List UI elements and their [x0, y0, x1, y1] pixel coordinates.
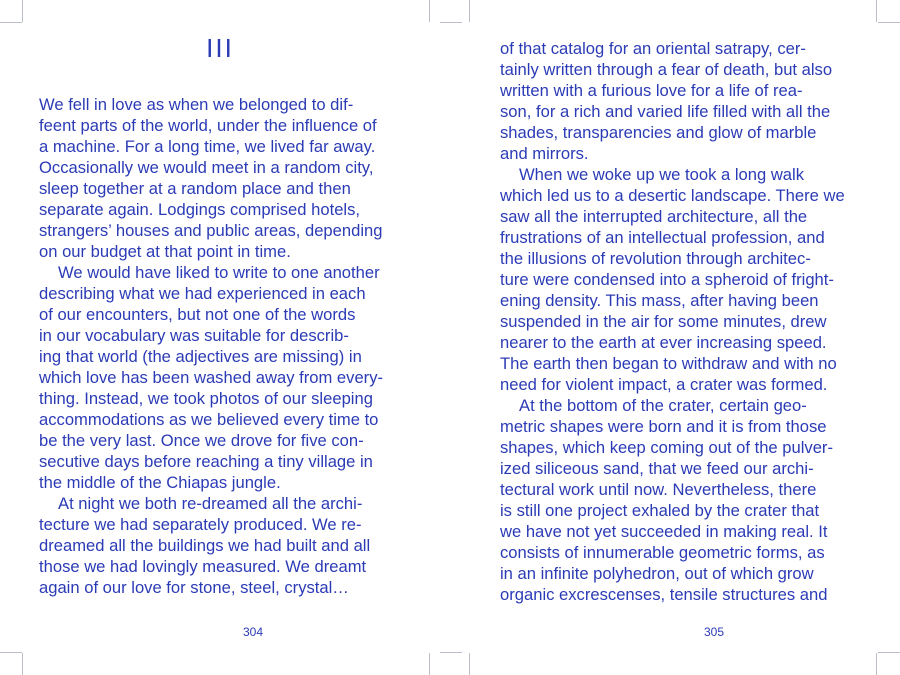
- crop-mark: [429, 0, 430, 22]
- text-line: metric shapes were born and it is from those: [500, 417, 827, 436]
- chapter-number: III: [206, 33, 234, 63]
- page-number: 305: [703, 625, 725, 639]
- text-line: We fell in love as when we belonged to dif-: [39, 95, 354, 114]
- text-line: in our vocabulary was suitable for describ-: [39, 326, 349, 345]
- page-number: 304: [242, 625, 264, 639]
- crop-mark: [878, 652, 900, 653]
- text-line: of our encounters, but not one of the words: [39, 305, 356, 324]
- text-line: of that catalog for an oriental satrapy, cer-: [500, 39, 806, 58]
- text-line: need for violent impact, a crater was formed.: [500, 375, 828, 394]
- text-line: saw all the interrupted architecture, all the: [500, 207, 808, 226]
- text-line: in an infinite polyhedron, out of which grow: [500, 564, 814, 583]
- text-line: we have not yet succeeded in making real. It: [500, 522, 828, 541]
- right-page: [450, 0, 900, 675]
- text-line: on our budget at that point in time.: [39, 242, 291, 261]
- text-line: again of our love for stone, steel, crystal…: [39, 578, 349, 597]
- text-line: tecture we had separately produced. We re-: [39, 515, 362, 534]
- text-line: those we had lovingly measured. We dreamt: [39, 557, 367, 576]
- text-line: secutive days before reaching a tiny village in: [39, 452, 373, 471]
- crop-mark: [876, 653, 877, 675]
- text-line: nearer to the earth at ever increasing speed.: [500, 333, 827, 352]
- crop-mark: [440, 652, 462, 653]
- text-line: Occasionally we would meet in a random city,: [39, 158, 374, 177]
- text-line: a machine. For a long time, we lived far away.: [39, 137, 376, 156]
- text-line: the middle of the Chiapas jungle.: [39, 473, 281, 492]
- text-line: shades, transparencies and glow of marble: [500, 123, 817, 142]
- text-line: We would have liked to write to one another: [58, 263, 380, 282]
- text-line: son, for a rich and varied life filled with all the: [500, 102, 831, 121]
- text-line: describing what we had experienced in each: [39, 284, 366, 303]
- crop-mark: [878, 22, 900, 23]
- text-line: ening density. This mass, after having been: [500, 291, 819, 310]
- crop-mark: [0, 652, 22, 653]
- text-line: thing. Instead, we took photos of our sleeping: [39, 389, 373, 408]
- text-line: is still one project exhaled by the crater that: [500, 501, 820, 520]
- crop-mark: [469, 653, 470, 675]
- crop-mark: [0, 22, 22, 23]
- text-line: At the bottom of the crater, certain geo-: [519, 396, 807, 415]
- text-line: ized siliceous sand, that we feed our archi-: [500, 459, 814, 478]
- text-line: which led us to a desertic landscape. There we: [500, 186, 845, 205]
- text-line: frustrations of an intellectual profession, and: [500, 228, 825, 247]
- text-line: be the very last. Once we drove for five con-: [39, 431, 364, 450]
- text-line: and mirrors.: [500, 144, 589, 163]
- text-line: separate again. Lodgings comprised hotels,: [39, 200, 361, 219]
- text-line: dreamed all the buildings we had built and all: [39, 536, 371, 555]
- text-line: organic excrescenses, tensile structures and: [500, 585, 828, 604]
- text-line: At night we both re-dreamed all the archi-: [58, 494, 363, 513]
- text-line: shapes, which keep coming out of the pulver-: [500, 438, 833, 457]
- crop-mark: [469, 0, 470, 22]
- text-line: written with a furious love for a life of rea-: [500, 81, 803, 100]
- crop-mark: [440, 22, 462, 23]
- text-line: accommodations as we believed every time to: [39, 410, 379, 429]
- text-line: ing that world (the adjectives are missing) in: [39, 347, 362, 366]
- text-line: tectural work until now. Nevertheless, there: [500, 480, 817, 499]
- text-line: When we woke up we took a long walk: [519, 165, 805, 184]
- text-line: The earth then began to withdraw and with no: [500, 354, 837, 373]
- text-line: the illusions of revolution through architec-: [500, 249, 811, 268]
- crop-mark: [429, 653, 430, 675]
- text-line: which love has been washed away from every-: [39, 368, 384, 387]
- text-line: feent parts of the world, under the influence of: [39, 116, 377, 135]
- crop-mark: [876, 0, 877, 22]
- crop-mark: [22, 653, 23, 675]
- text-line: tainly written through a fear of death, but also: [500, 60, 833, 79]
- text-line: strangers’ houses and public areas, depending: [39, 221, 383, 240]
- crop-mark: [22, 0, 23, 22]
- text-line: suspended in the air for some minutes, drew: [500, 312, 827, 331]
- text-line: sleep together at a random place and then: [39, 179, 351, 198]
- text-line: ture were condensed into a spheroid of fright-: [500, 270, 834, 289]
- text-line: consists of innumerable geometric forms, as: [500, 543, 825, 562]
